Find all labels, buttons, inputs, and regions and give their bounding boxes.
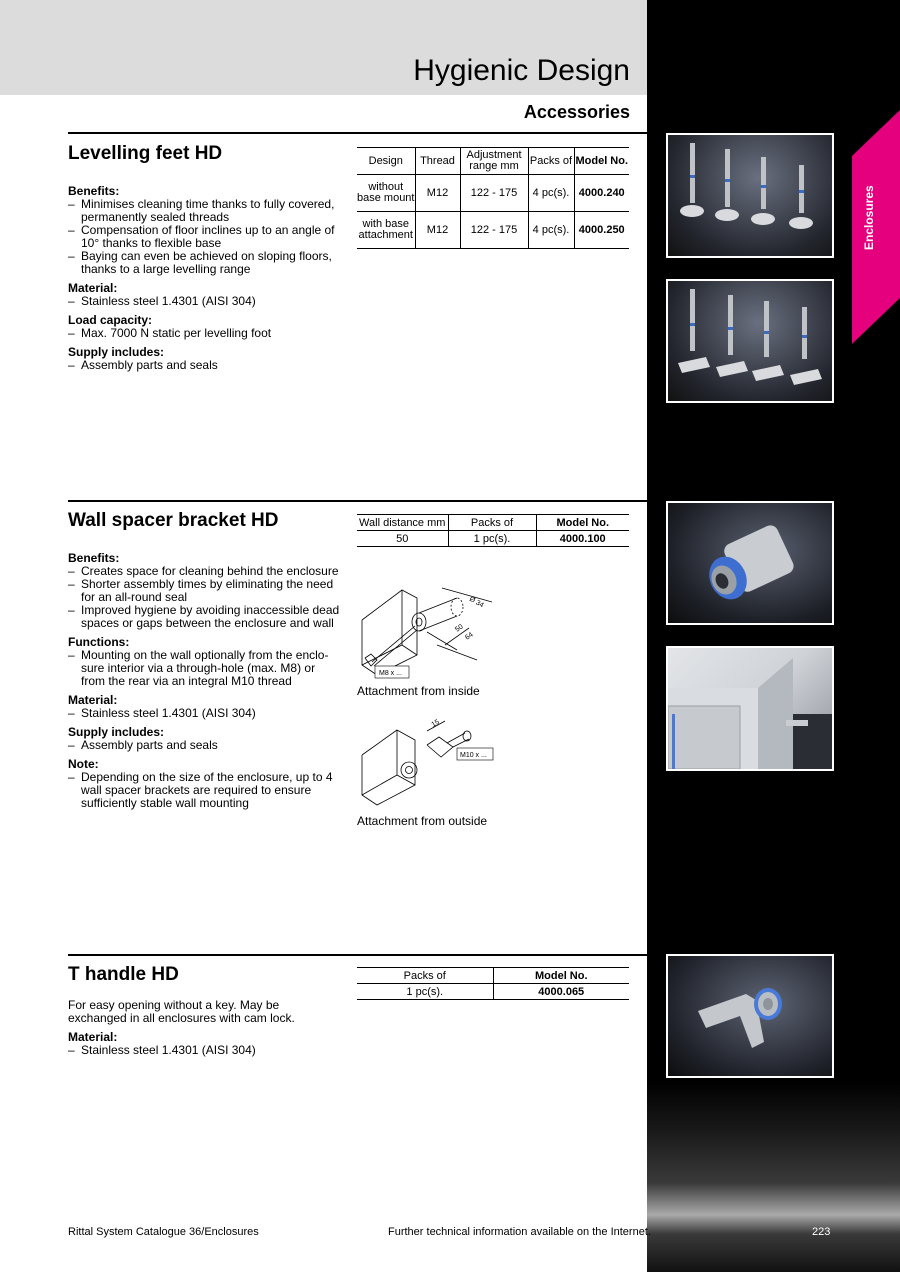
- wall-spacer-text: [68, 552, 340, 810]
- table-header: Packs of: [448, 515, 536, 531]
- page-number: 223: [812, 1226, 831, 1238]
- table-header-row: [357, 515, 629, 531]
- table-header: Adjustment range mm: [460, 148, 528, 175]
- benefits-list: [68, 198, 340, 276]
- table-cell: 4 pc(s).: [528, 175, 574, 212]
- model-number: 4000.065: [493, 984, 629, 1000]
- list-item: – Baying can even be achieved on sloping floors, thanks to a large levelling range: [68, 250, 340, 276]
- list-item: – Depending on the size of the enclosure, up to 4 wall spacer brackets are required to ensure sufficiently stable wall mounting: [68, 771, 340, 810]
- table-row: [357, 531, 629, 547]
- table-header: Model No.: [493, 968, 629, 984]
- supply-label: Supply includes:: [68, 345, 165, 359]
- note-label: Note:: [68, 757, 99, 771]
- table-cell: M12: [415, 212, 460, 249]
- dimension-label: 15: [430, 718, 441, 729]
- list-item: – Stainless steel 1.4301 (AISI 304): [68, 295, 340, 308]
- attachment-outside-drawing: [357, 715, 507, 810]
- material-label: Material:: [68, 1030, 118, 1044]
- list-item: – Stainless steel 1.4301 (AISI 304): [68, 1044, 340, 1057]
- levelling-heading: Levelling feet HD: [68, 143, 223, 164]
- levelling-table: [357, 147, 629, 249]
- levelling-feet-image: [668, 135, 832, 256]
- table-cell: 122 - 175: [460, 175, 528, 212]
- wall-spacer-mounted-photo: [666, 646, 834, 771]
- list-item: – Assembly parts and seals: [68, 739, 340, 752]
- footer-catalogue: Rittal System Catalogue 36/Enclosures: [68, 1226, 259, 1238]
- wall-spacer-table: [357, 514, 629, 547]
- functions-label: Functions:: [68, 635, 130, 649]
- model-number: 4000.100: [536, 531, 629, 547]
- table-header-row: [357, 148, 629, 175]
- table-cell: 122 - 175: [460, 212, 528, 249]
- supply-label: Supply includes:: [68, 725, 165, 739]
- table-header: Packs of: [528, 148, 574, 175]
- t-handle-photo: [666, 954, 834, 1078]
- dimension-label: 50: [454, 623, 465, 634]
- benefits-label: Benefits:: [68, 551, 120, 565]
- wall-spacer-photo: [666, 501, 834, 625]
- page-subtitle: Accessories: [523, 102, 630, 122]
- section-divider: [68, 954, 647, 956]
- table-cell: 4 pc(s).: [528, 212, 574, 249]
- material-label: Material:: [68, 693, 118, 707]
- t-handle-description: For easy opening without a key. May be exchanged in all enclosures with cam lock.: [68, 998, 295, 1025]
- list-item: – Assembly parts and seals: [68, 359, 340, 372]
- dimension-label: 64: [464, 631, 475, 642]
- table-cell: 50: [396, 532, 409, 545]
- wall-spacer-mounted-image: [668, 648, 832, 769]
- list-item: – Compensation of floor inclines up to an angle of 10° thanks to flexible base: [68, 224, 340, 250]
- table-cell: 1 pc(s).: [406, 985, 444, 998]
- levelling-feet-photo: [666, 133, 834, 258]
- levelling-feet-base-image: [668, 281, 832, 401]
- benefits-list: [68, 565, 340, 630]
- list-item: – Creates space for cleaning behind the enclosure: [68, 565, 340, 578]
- t-handle-table: [357, 967, 629, 1000]
- table-header: Model No.: [536, 515, 629, 531]
- section-divider: [68, 132, 647, 134]
- table-header: Design: [368, 154, 403, 167]
- table-header: Thread: [415, 148, 460, 175]
- table-header: Packs of: [403, 969, 446, 982]
- table-header-row: [357, 968, 629, 984]
- screw-label: M10 x ...: [460, 752, 487, 759]
- t-handle-image: [668, 956, 832, 1076]
- section-tab-label: Enclosures: [862, 185, 876, 250]
- table-header: Wall distance mm: [359, 516, 446, 529]
- t-handle-text: [68, 999, 340, 1057]
- table-header: Model No.: [574, 148, 629, 175]
- table-row: [357, 984, 629, 1000]
- list-item: – Stainless steel 1.4301 (AISI 304): [68, 707, 340, 720]
- table-cell: with base attachment: [358, 218, 413, 241]
- load-label: Load capacity:: [68, 313, 153, 327]
- t-handle-heading: T handle HD: [68, 964, 179, 985]
- levelling-text: [68, 185, 340, 372]
- model-number: 4000.250: [574, 212, 629, 249]
- attachment-inside-drawing: [357, 580, 507, 680]
- benefits-label: Benefits:: [68, 184, 120, 198]
- table-row: [357, 175, 629, 212]
- list-item: – Shorter assembly times by eliminating the need for an all-round seal: [68, 578, 340, 604]
- table-cell: 1 pc(s).: [448, 531, 536, 547]
- wall-spacer-image: [668, 503, 832, 623]
- list-item: – Max. 7000 N static per levelling foot: [68, 327, 340, 340]
- model-number: 4000.240: [574, 175, 629, 212]
- page-title: Hygienic Design: [413, 54, 630, 87]
- screw-label: M8 x ...: [379, 670, 402, 677]
- list-item: – Minimises cleaning time thanks to fully covered, permanently sealed threads: [68, 198, 340, 224]
- section-divider: [68, 500, 647, 502]
- table-cell: without base mount: [357, 181, 415, 204]
- levelling-feet-base-photo: [666, 279, 834, 403]
- caption-inside: Attachment from inside: [357, 684, 480, 698]
- list-item: – Mounting on the wall optionally from the enclo-sure interior via a through-hole (max. M8) or from the rear via an integral M10 thread: [68, 649, 340, 688]
- footer-info: Further technical information available on the Internet.: [388, 1226, 651, 1238]
- wall-spacer-heading: Wall spacer bracket HD: [68, 510, 279, 531]
- table-cell: M12: [415, 175, 460, 212]
- table-row: [357, 212, 629, 249]
- dimension-label: Ø 34: [468, 595, 485, 610]
- caption-outside: Attachment from outside: [357, 814, 488, 828]
- material-label: Material:: [68, 281, 118, 295]
- list-item: – Improved hygiene by avoiding inaccessible dead spaces or gaps between the enclosure and wall: [68, 604, 340, 630]
